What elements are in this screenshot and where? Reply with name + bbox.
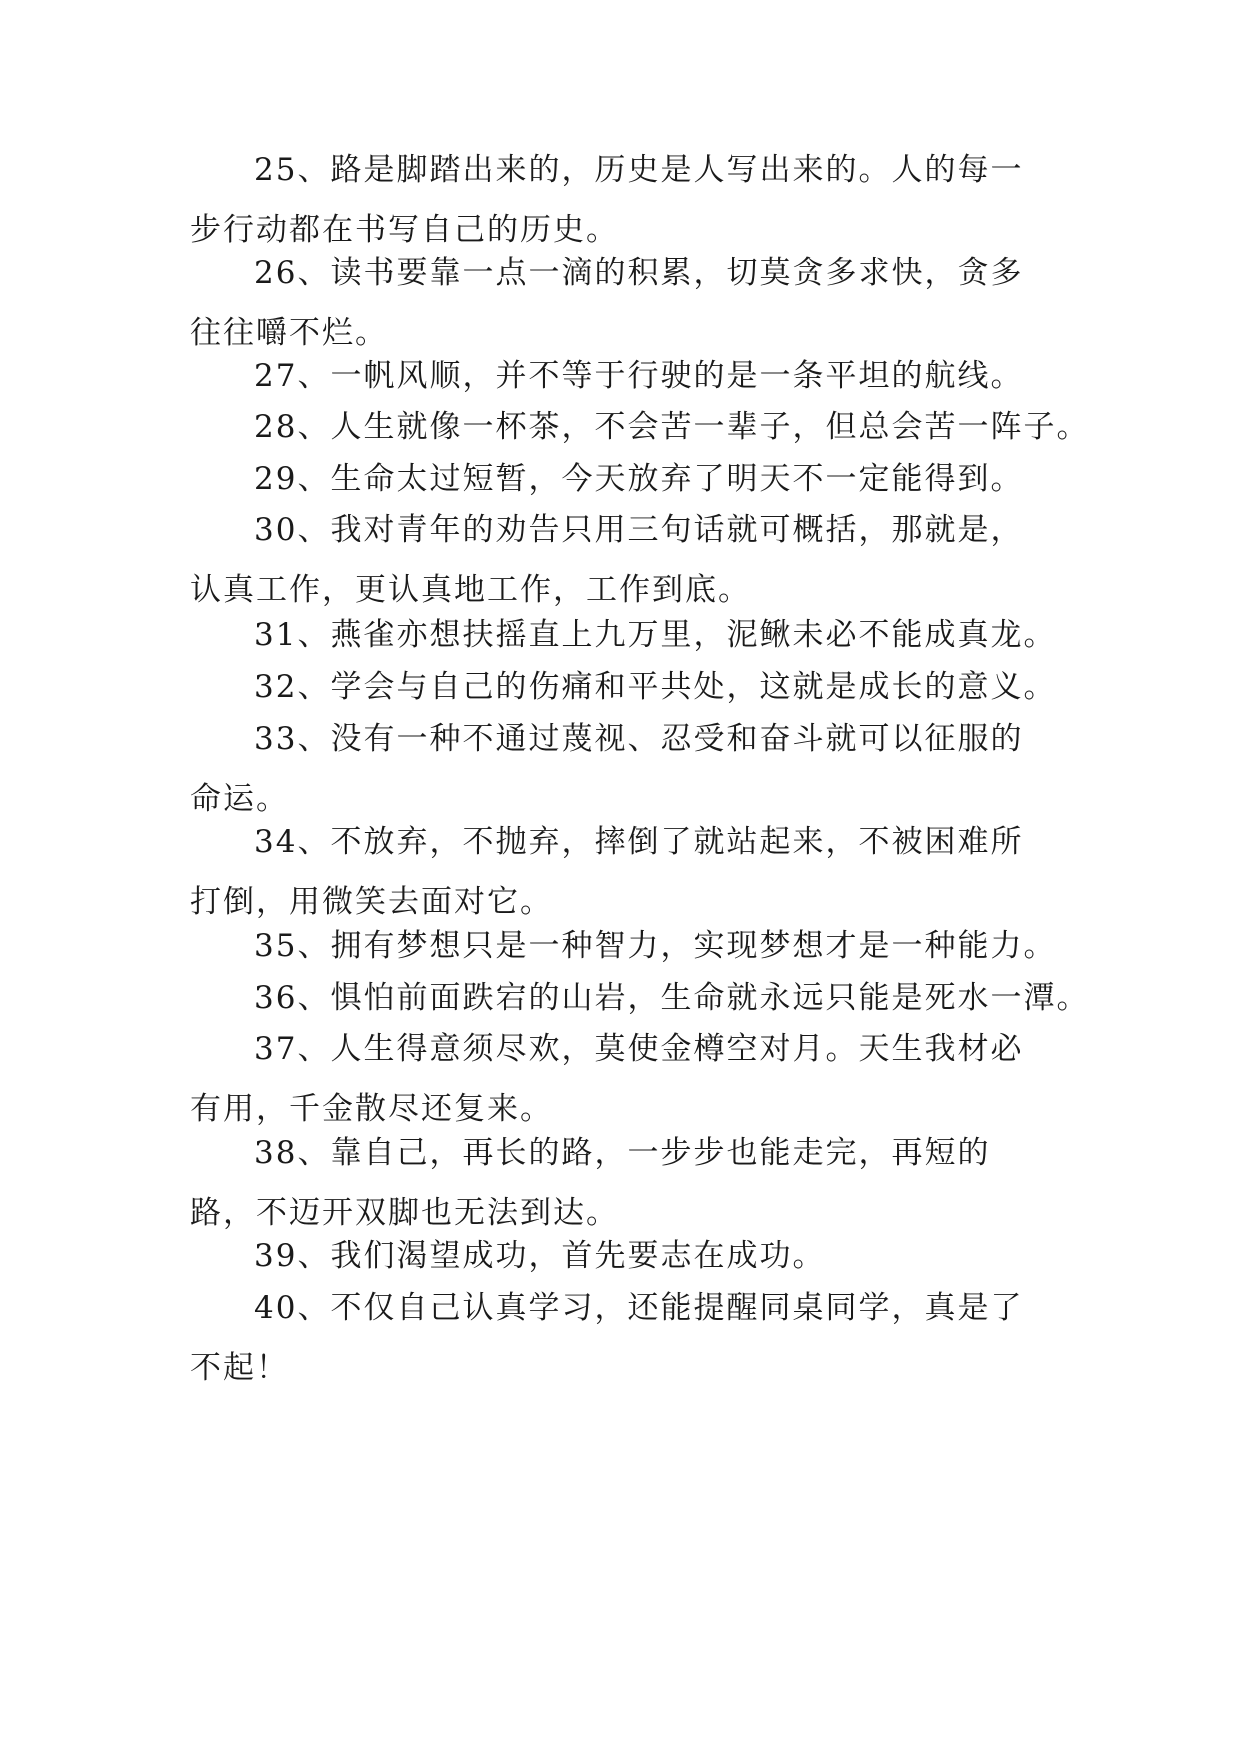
quote-paragraph-27: 27、一帆风顺，并不等于行驶的是一条平坦的航线。 bbox=[254, 358, 1024, 394]
quote-paragraph-38: 38、靠自己，再长的路，一步步也能走完，再短的路，不迈开双脚也无法到达。 bbox=[190, 1135, 991, 1231]
quote-paragraph-37: 37、人生得意须尽欢，莫使金樽空对月。天生我材必有用，千金散尽还复来。 bbox=[190, 1031, 1024, 1127]
quote-paragraph-25: 25、路是脚踏出来的，历史是人写出来的。人的每一步行动都在书写自己的历史。 bbox=[190, 152, 1024, 248]
quote-paragraph-26: 26、读书要靠一点一滴的积累，切莫贪多求快，贪多往往嚼不烂。 bbox=[190, 255, 1024, 351]
quote-paragraph-33: 33、没有一种不通过蔑视、忍受和奋斗就可以征服的命运。 bbox=[190, 721, 1024, 817]
quote-paragraph-39: 39、我们渴望成功，首先要志在成功。 bbox=[254, 1238, 826, 1274]
quote-paragraph-32: 32、学会与自己的伤痛和平共处，这就是成长的意义。 bbox=[254, 669, 1057, 705]
quote-paragraph-40: 40、不仅自己认真学习，还能提醒同桌同学，真是了不起！ bbox=[190, 1290, 1024, 1386]
quote-paragraph-36: 36、惧怕前面跌宕的山岩，生命就永远只能是死水一潭。 bbox=[254, 980, 1090, 1016]
quote-paragraph-28: 28、人生就像一杯茶，不会苦一辈子，但总会苦一阵子。 bbox=[254, 409, 1090, 445]
quote-paragraph-30: 30、我对青年的劝告只用三句话就可概括，那就是，认真工作，更认真地工作，工作到底。 bbox=[190, 512, 1024, 608]
quote-paragraph-34: 34、不放弃，不抛弃，摔倒了就站起来，不被困难所打倒，用微笑去面对它。 bbox=[190, 824, 1024, 920]
quote-paragraph-29: 29、生命太过短暂，今天放弃了明天不一定能得到。 bbox=[254, 461, 1024, 497]
quote-paragraph-31: 31、燕雀亦想扶摇直上九万里，泥鳅未必不能成真龙。 bbox=[254, 617, 1057, 653]
quote-paragraph-35: 35、拥有梦想只是一种智力，实现梦想才是一种能力。 bbox=[254, 928, 1057, 964]
